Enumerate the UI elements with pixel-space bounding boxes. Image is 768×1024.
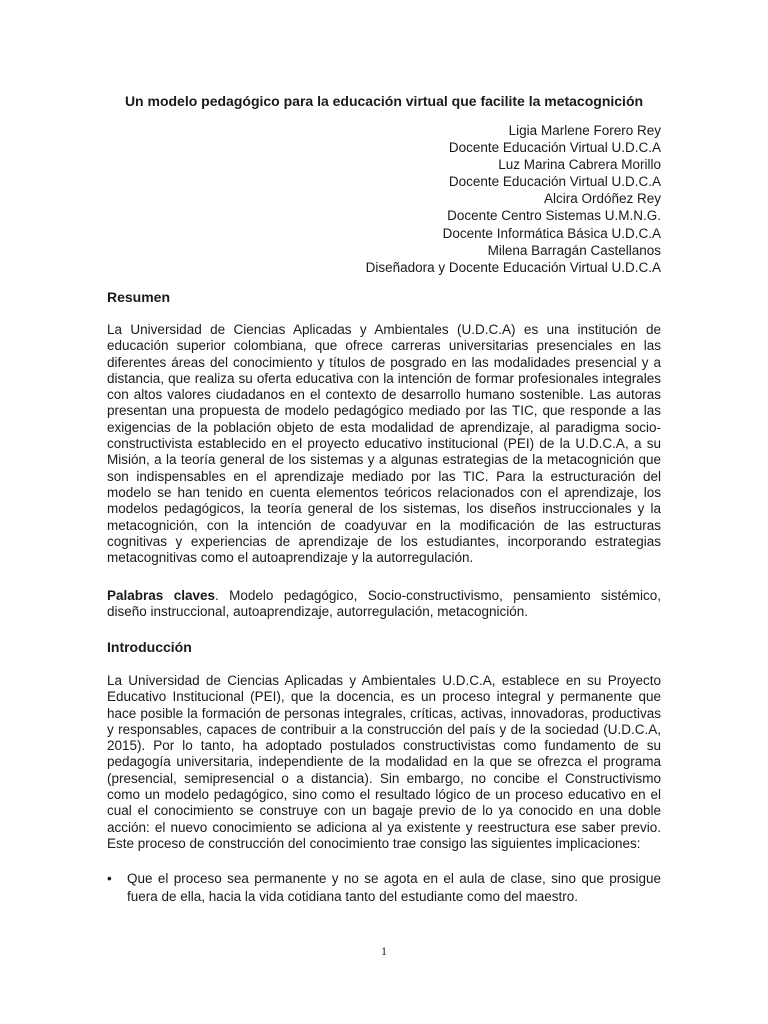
- document-page: [107, 0, 661, 1024]
- author-line: Milena Barragán Castellanos: [487, 242, 661, 258]
- author-line: Diseñadora y Docente Educación Virtual U.D.C.A: [365, 259, 661, 275]
- introduction-text: La Universidad de Ciencias Aplicadas y Ambientales U.D.C.A, establece en su Proyecto Educativo Institucional (PEI), que la docencia, es un proceso integral y permanente que hace posible la formación de personas integrales, críticas, activas, innovadoras, productivas y responsables, capaces de contribuir a la construcción del país y de la sociedad (U.D.C.A, 2015). Por lo tanto, ha adoptado postulados constructivistas como fundamento de su pedagogía universitaria, independiente de la modalidad en la que se ofrezca el programa (presencial, semipresencial o a distancia). Sin embargo, no concibe el Constructivismo como un modelo pedagógico, sino como el resultado lógico de un proceso educativo en el cual el conocimiento se construye con un bagaje previo de lo ya conocido en una doble acción: el nuevo conocimiento se adiciona al ya existente y reestructura ese saber previo. Este proceso de construcción del conocimiento trae consigo las siguientes implicaciones:: [107, 673, 661, 851]
- list-item: [107, 870, 661, 906]
- paper-title: Un modelo pedagógico para la educación virtual que facilite la metacognición: [124, 93, 644, 109]
- list-item-text: Que el proceso sea permanente y no se agota en el aula de clase, sino que prosigue fuera de ella, hacia la vida cotidiana tanto del estudiante como del maestro.: [127, 871, 661, 904]
- keywords-paragraph: [107, 588, 661, 621]
- page-number: 1: [381, 944, 387, 958]
- author-line: Alcira Ordóñez Rey: [543, 191, 661, 207]
- author-line: Docente Educación Virtual U.D.C.A: [448, 140, 661, 156]
- author-block: [107, 122, 661, 276]
- abstract-text: La Universidad de Ciencias Aplicadas y Ambientales (U.D.C.A) es una institución de educación superior colombiana, que ofrece carreras universitarias presenciales en las diferentes áreas del conocimiento y títulos de posgrado en las modalidades presencial y a distancia, que realiza su oferta educativa con la intención de formar profesionales integrales con altos valores ciudadanos en el contexto de desarrollo humano sostenible. Las autoras presentan una propuesta de modelo pedagógico mediado por las TIC, que responde a las exigencias de la población objeto de esta modalidad de aprendizaje, al paradigma socio-constructivista establecido en el proyecto educativo institucional (PEI) de la U.D.C.A, a su Misión, a la teoría general de los sistemas y a algunas estrategias de la metacognición que son indispensables en el aprendizaje mediado por las TIC. Para la estructuración del modelo se han tenido en cuenta elementos teóricos relacionados con el aprendizaje, los modelos pedagógicos, la teoría general de los sistemas, los diseños instruccionales y la metacognición, con la intención de coadyuvar en la modificación de las estructuras cognitivas y experiencias de aprendizaje de los estudiantes, incorporando estrategias metacognitivas como el autoaprendizaje y la autorregulación.: [107, 322, 661, 566]
- bullet-icon: •: [107, 871, 112, 886]
- keywords-text: . Modelo pedagógico, Socio-constructivismo, pensamiento sistémico, diseño instruccional, autoaprendizaje, autorregulación, metacognición.: [107, 588, 661, 620]
- author-line: Docente Educación Virtual U.D.C.A: [448, 174, 661, 190]
- author-line: Docente Centro Sistemas U.M.N.G.: [447, 208, 661, 224]
- keywords-label: Palabras claves: [107, 588, 215, 603]
- author-line: Docente Informática Básica U.D.C.A: [442, 225, 661, 241]
- abstract-heading: Resumen: [107, 289, 171, 305]
- author-line: Ligia Marlene Forero Rey: [508, 123, 661, 138]
- author-line: Luz Marina Cabrera Morillo: [498, 157, 661, 173]
- introduction-heading: Introducción: [107, 639, 192, 655]
